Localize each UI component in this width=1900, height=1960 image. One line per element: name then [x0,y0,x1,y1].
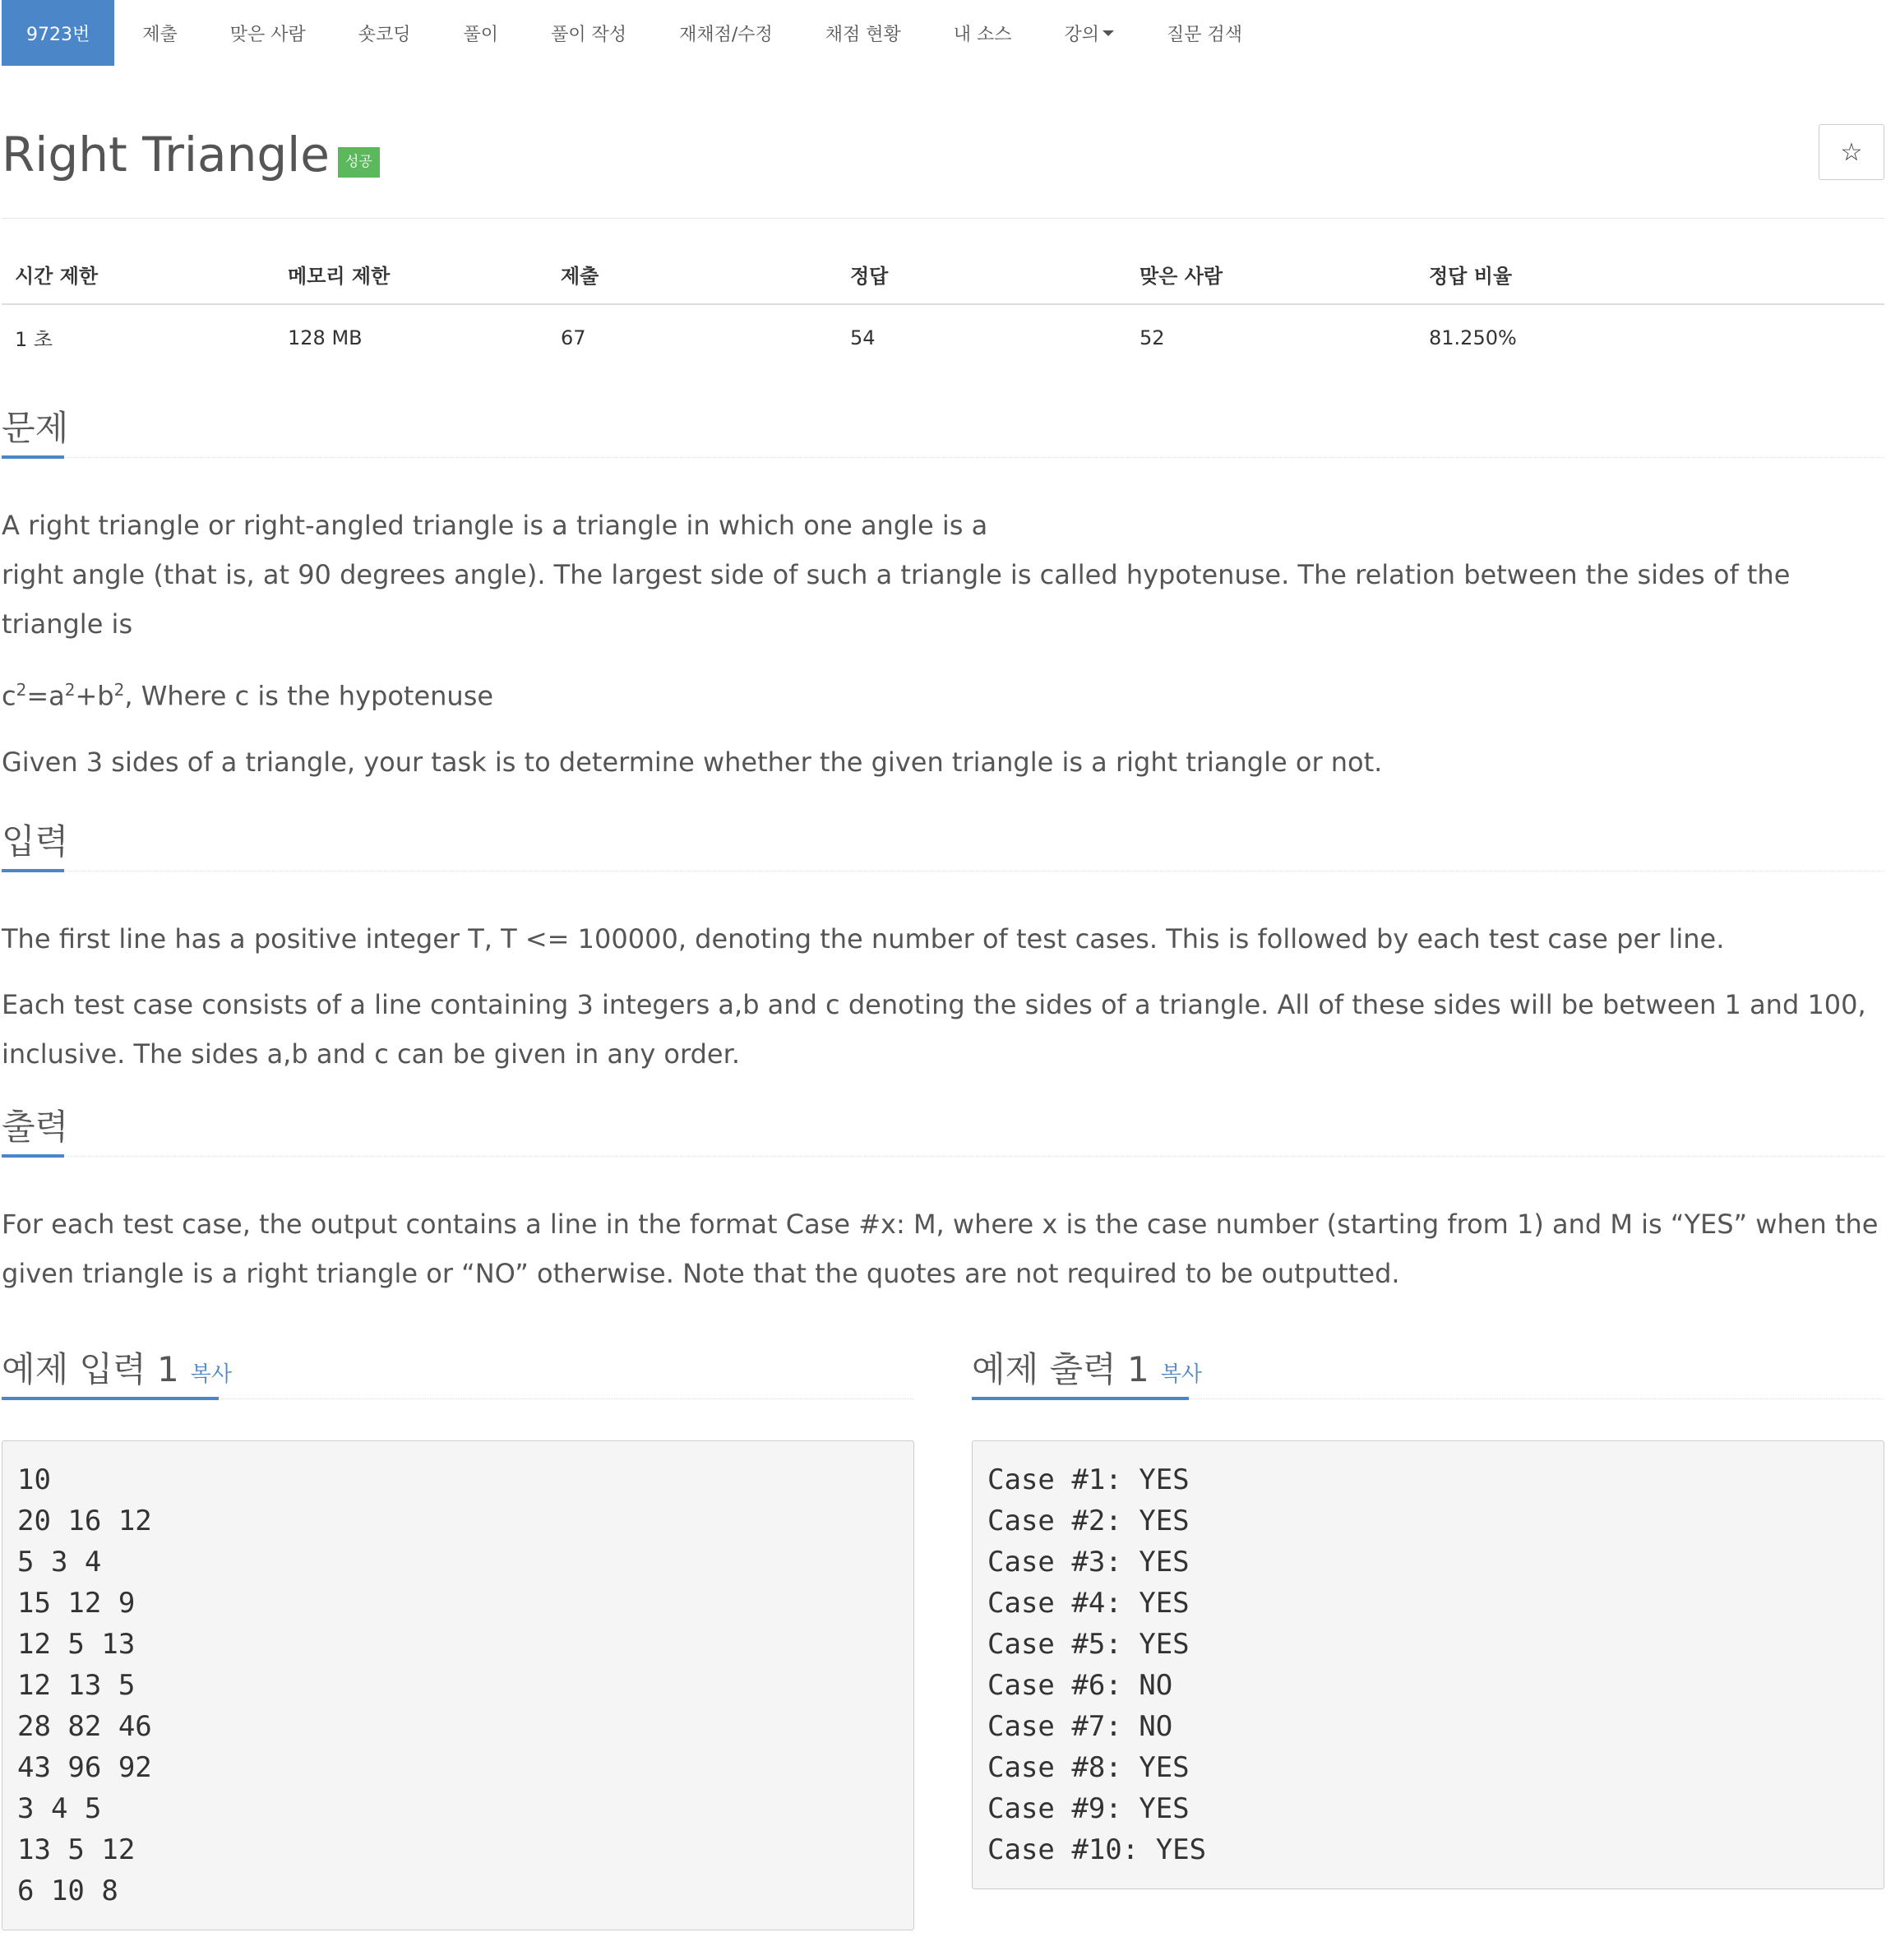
problem-nav [2,0,1884,66]
sample-input-box[interactable]: 10 20 16 12 5 3 4 15 12 9 12 5 13 12 13 5 28 82 46 43 96 92 3 4 5 13 5 12 6 10 8 [2,1440,914,1930]
time-limit-value: 1 초 [15,328,53,351]
description-heading: 문제 [2,408,69,448]
caret-down-icon [1103,30,1114,36]
accepted-value: 54 [850,326,876,349]
output-paragraph: For each test case, the output contains a line in the format Case #x: M, where x is the case number (starting from 1) and M is “YES” when the given triangle is a right triangle or “NO” otherwise. Note that the quotes are not required to be outputted. [2,1208,1879,1289]
solved-users-value[interactable]: 52 [1140,326,1165,349]
favorite-star-button[interactable] [1819,124,1884,180]
section-underline [2,1397,219,1400]
header-accepted: 정답 [837,260,1126,304]
nav-item-solutions[interactable]: 풀이 [463,24,499,45]
header-accept-ratio: 정답 비율 [1416,260,1884,304]
sample-input-title: 예제 입력 1 [2,1348,179,1389]
samples [2,1338,1884,1930]
description-header [2,396,1884,458]
sample-output-header [972,1338,1884,1399]
page [2,0,1884,1930]
description-section [2,396,1884,787]
sample-input-panel [2,1338,914,1930]
output-header [2,1095,1884,1157]
header-solved-users: 맞은 사람 [1126,260,1416,304]
nav-item-lectures-label: 강의 [1064,24,1100,45]
header-time-limit: 시간 제한 [2,260,275,304]
formula-plus: +b [75,680,114,712]
status-badge: 성공 [338,147,380,178]
input-heading: 입력 [2,821,69,862]
section-underline [2,869,64,872]
title-row [2,127,1884,219]
sample-output-box[interactable]: Case #1: YES Case #2: YES Case #3: YES Case #4: YES Case #5: YES Case #6: NO Case #7: NO Case #8: YES Case #9: YES Case #10: YES [972,1440,1884,1889]
formula-exp-1: 2 [16,680,27,700]
submissions-value[interactable]: 67 [561,326,586,349]
input-body [2,914,1884,1079]
sample-output-panel [972,1338,1884,1930]
nav-item-question-search[interactable]: 질문 검색 [1167,24,1243,45]
description-formula [2,665,1884,721]
header-submissions: 제출 [548,260,837,304]
nav-item-write-solution[interactable]: 풀이 작성 [551,24,627,45]
nav-item-rejudge[interactable]: 재채점/수정 [679,24,773,45]
nav-item-submit[interactable]: 제출 [142,24,178,45]
description-body [2,501,1884,787]
sample-input-header [2,1338,914,1399]
section-underline [972,1397,1189,1400]
page-title [2,127,380,183]
copy-output-button[interactable]: 복사 [1160,1361,1202,1387]
formula-eq: =a [26,680,65,712]
sample-output-title: 예제 출력 1 [972,1348,1149,1389]
table-row [2,304,1884,352]
input-paragraph-1: The first line has a positive integer T, T <= 100000, denoting the number of test cases. This is followed by each test case per line. [2,922,1725,955]
nav-item-lectures[interactable] [1037,0,1140,66]
nav-item-my-source[interactable]: 내 소스 [953,24,1012,45]
sample-input-heading [2,1343,232,1392]
output-heading: 출력 [2,1106,69,1147]
problem-info-table [2,260,1884,352]
input-section [2,810,1884,1079]
description-line-1: A right triangle or right-angled triangle is a triangle in which one angle is a [2,510,988,541]
problem-title: Right Triangle [2,127,330,183]
nav-item-solved-users[interactable]: 맞은 사람 [229,24,306,45]
input-header [2,810,1884,871]
section-underline [2,1154,64,1158]
description-line-4: Given 3 sides of a triangle, your task is to determine whether the given triangle is a right triangle or not. [2,746,1383,778]
star-icon: ☆ [1840,137,1863,167]
nav-item-status[interactable]: 채점 현황 [825,24,901,45]
formula-tail: , Where c is the hypotenuse [124,680,494,712]
accept-ratio-value: 81.250% [1429,326,1517,349]
sample-output-heading [972,1343,1202,1392]
copy-input-button[interactable]: 복사 [190,1361,232,1387]
nav-item-short-coding[interactable]: 숏코딩 [358,24,411,45]
formula-c: c [2,680,16,712]
description-line-2: right angle (that is, at 90 degrees angle). The largest side of such a triangle is called hypotenuse. The relation between the sides of the triangle is [2,559,1791,640]
input-paragraph-2: Each test case consists of a line containing 3 integers a,b and c denoting the sides of a triangle. All of these sides will be between 1 and 100, inclusive. The sides a,b and c can be given in any order. [2,988,1866,1070]
table-header-row [2,260,1884,304]
output-section [2,1095,1884,1298]
memory-limit-value: 128 MB [288,326,363,349]
header-memory-limit: 메모리 제한 [275,260,548,304]
formula-exp-2: 2 [64,680,76,700]
formula-exp-3: 2 [113,680,125,700]
nav-item-problem-number[interactable]: 9723번 [2,0,114,66]
output-body [2,1200,1884,1298]
section-underline [2,455,64,459]
